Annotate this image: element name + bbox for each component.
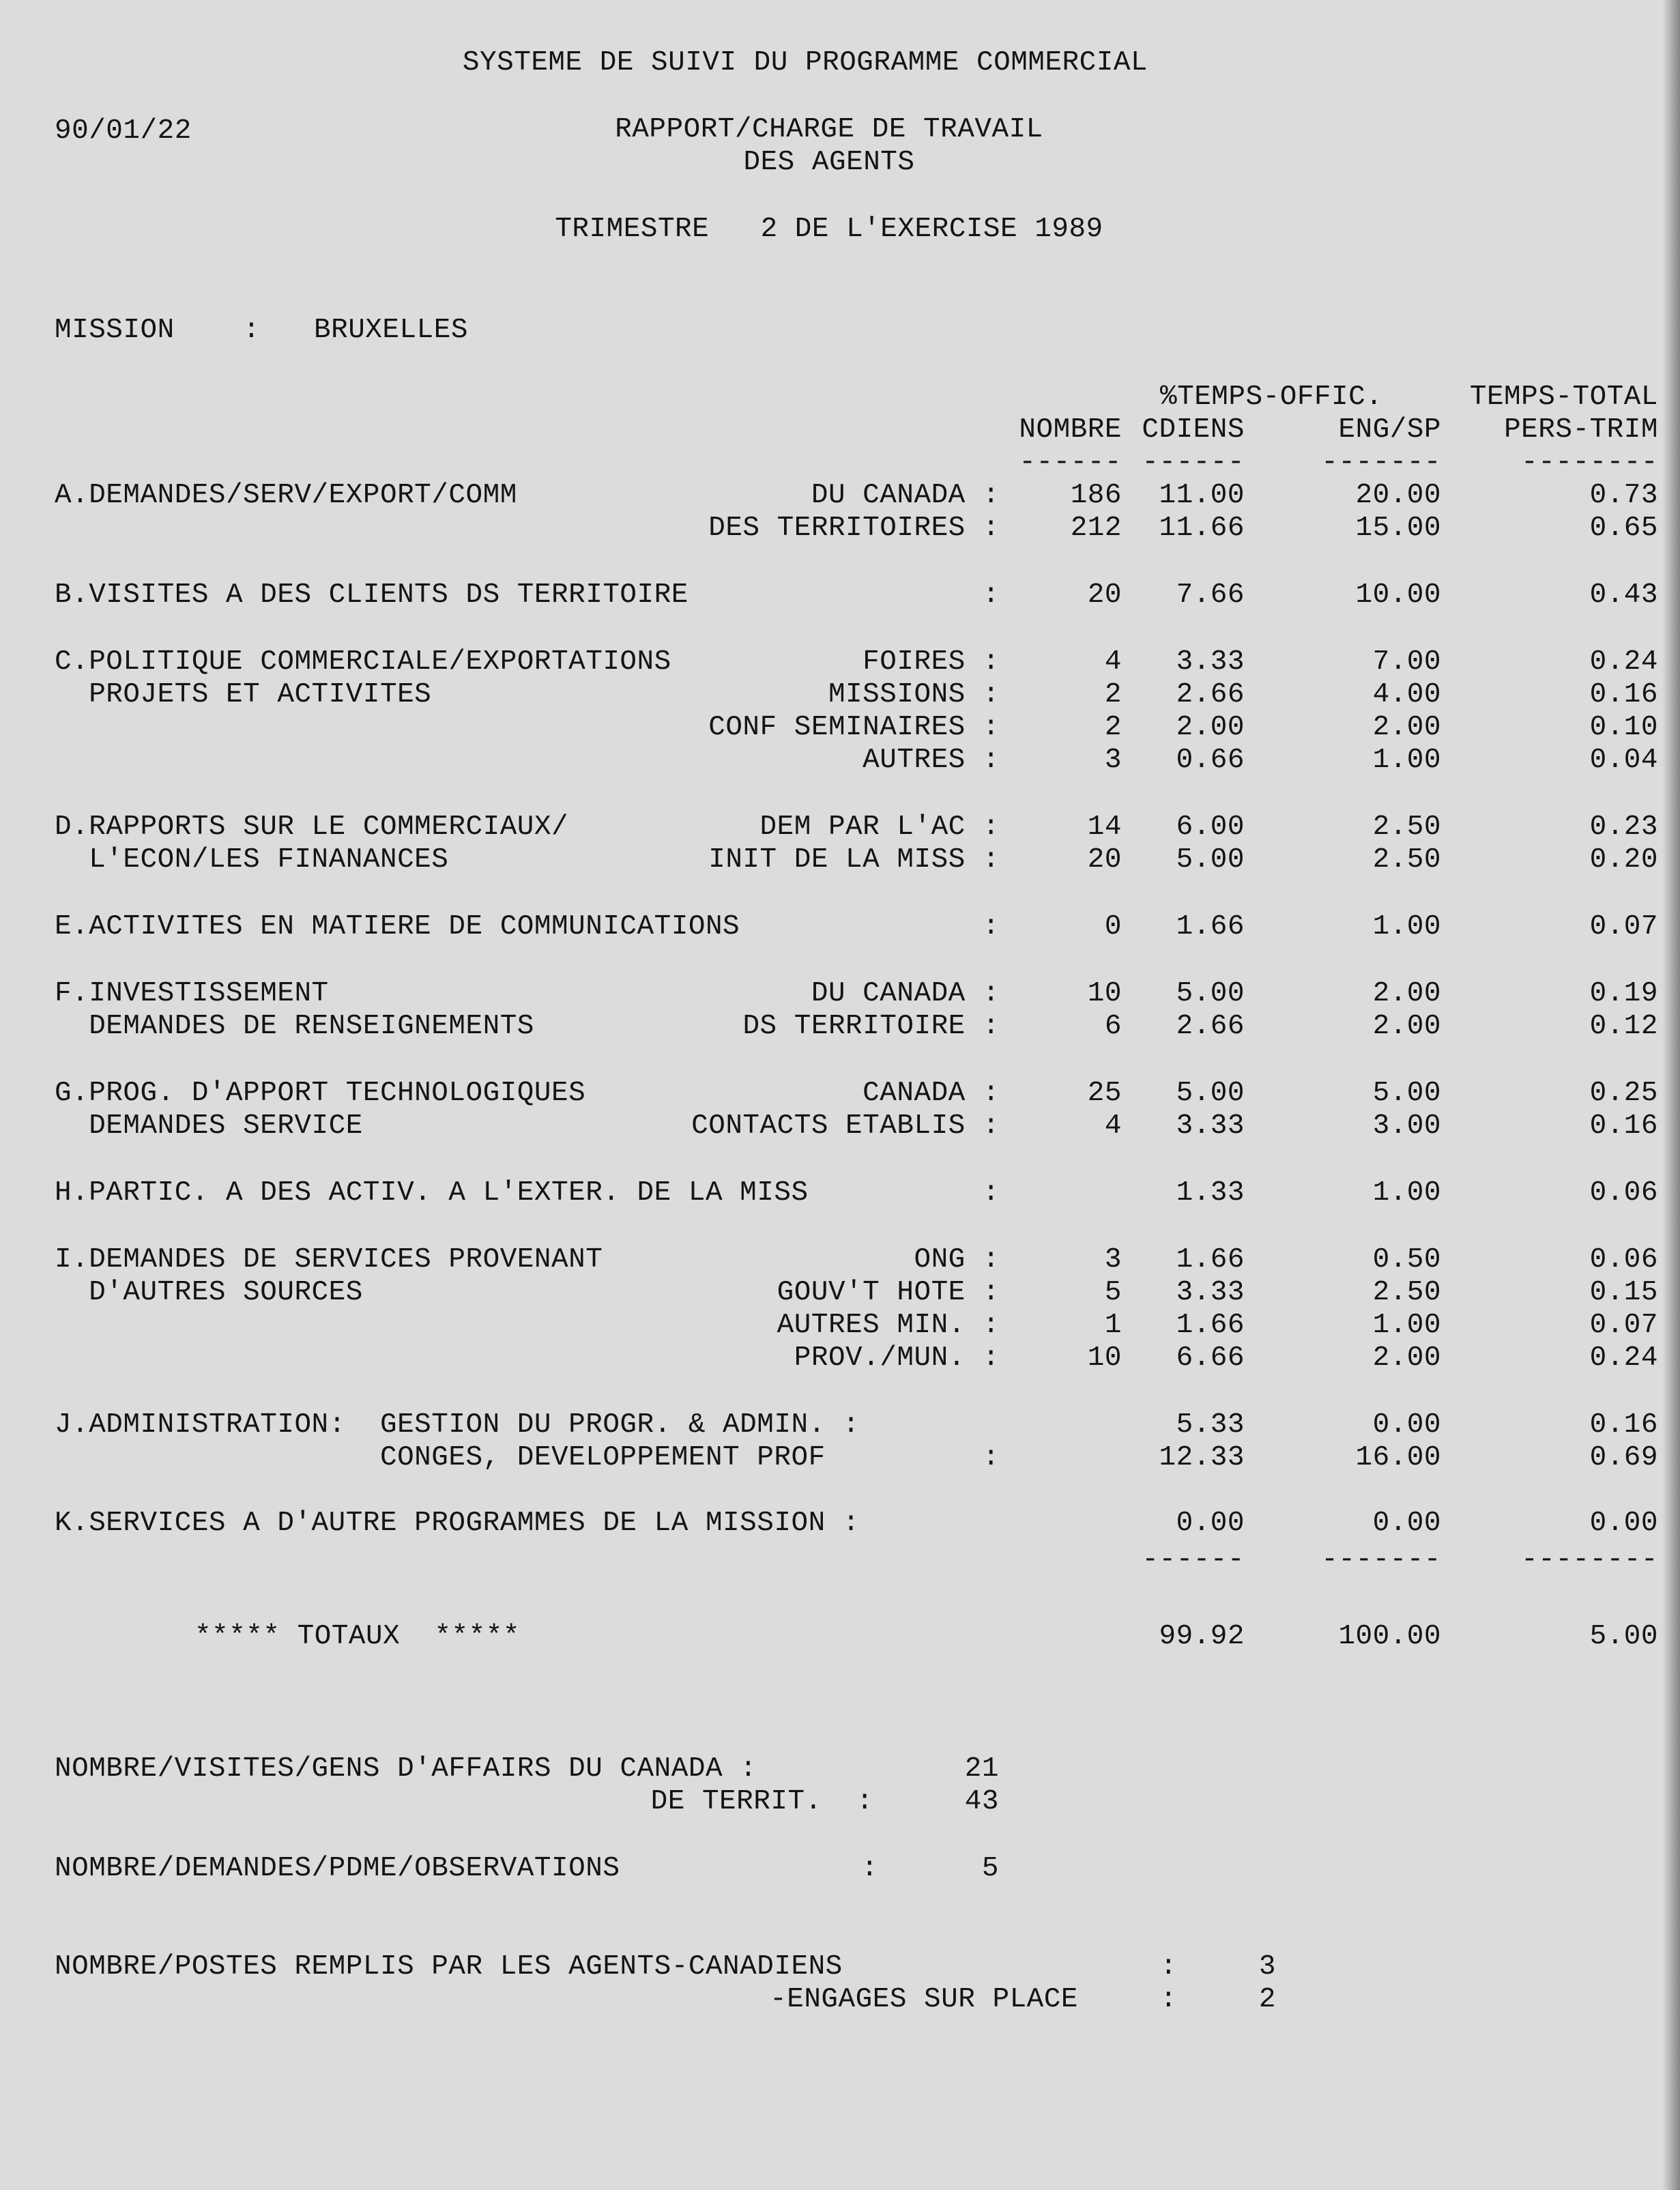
totals-engsp: 100.00 (1338, 1621, 1441, 1652)
row-engsp: 4.00 (1372, 679, 1441, 710)
row-sublabel: AUTRES : (863, 745, 1000, 776)
row-engsp: 3.00 (1372, 1110, 1441, 1142)
row-label: PROJETS ET ACTIVITES (55, 679, 432, 710)
row-perstrim: 0.69 (1589, 1442, 1658, 1473)
postes-engages-value: 2 (1258, 1984, 1276, 2015)
header-dashes: ------ (1019, 447, 1122, 478)
row-perstrim: 0.10 (1589, 712, 1658, 743)
row-cdiens: 1.66 (1176, 1244, 1245, 1276)
report-date: 90/01/22 (55, 115, 192, 147)
row-sublabel: DU CANADA : (811, 978, 1000, 1009)
row-cdiens: 1.66 (1176, 1310, 1245, 1341)
row-sublabel: DU CANADA : (811, 480, 1000, 511)
row-cdiens: 2.66 (1176, 679, 1245, 710)
row-sublabel: INIT DE LA MISS : (708, 844, 1000, 876)
report-title-line2: DES AGENTS (743, 147, 915, 178)
row-nombre: 1 (1104, 1310, 1122, 1341)
row-cdiens: 3.33 (1176, 1110, 1245, 1142)
row-sublabel: CONF SEMINAIRES : (708, 712, 1000, 743)
row-label: G.PROG. D'APPORT TECHNOLOGIQUES (55, 1078, 586, 1109)
row-label: DEMANDES DE RENSEIGNEMENTS (55, 1011, 534, 1042)
row-perstrim: 0.06 (1589, 1244, 1658, 1276)
row-cdiens: 1.33 (1176, 1177, 1245, 1209)
header-dashes: ------- (1321, 447, 1441, 478)
mission-value: BRUXELLES (314, 315, 468, 346)
row-nombre: 4 (1104, 1110, 1122, 1142)
row-sublabel: DEM PAR L'AC : (759, 811, 1000, 843)
row-nombre: 2 (1104, 679, 1122, 710)
totals-perstrim: 5.00 (1589, 1621, 1658, 1652)
row-engsp: 0.50 (1372, 1244, 1441, 1276)
header-perstrim: PERS-TRIM (1504, 414, 1658, 446)
row-nombre: 212 (1070, 513, 1122, 544)
row-label: A.DEMANDES/SERV/EXPORT/COMM (55, 480, 517, 511)
row-perstrim: 0.15 (1589, 1277, 1658, 1308)
row-cdiens: 7.66 (1176, 579, 1245, 611)
row-cdiens: 0.00 (1176, 1508, 1245, 1539)
row-cdiens: 6.66 (1176, 1342, 1245, 1374)
row-sublabel: : (982, 911, 1000, 942)
row-cdiens: 3.33 (1176, 646, 1245, 678)
row-perstrim: 0.04 (1589, 745, 1658, 776)
row-perstrim: 0.07 (1589, 1310, 1658, 1341)
row-perstrim: 0.20 (1589, 844, 1658, 876)
row-sublabel: ONG : (914, 1244, 1000, 1276)
totals-dashes: ------- (1321, 1544, 1441, 1576)
row-nombre: 186 (1070, 480, 1122, 511)
row-engsp: 1.00 (1372, 1177, 1441, 1209)
row-perstrim: 0.73 (1589, 480, 1658, 511)
row-label: F.INVESTISSEMENT (55, 978, 329, 1009)
visites-territ-value: 43 (964, 1786, 999, 1817)
row-perstrim: 0.24 (1589, 1342, 1658, 1374)
row-engsp: 2.50 (1372, 811, 1441, 843)
row-label: D.RAPPORTS SUR LE COMMERCIAUX/ (55, 811, 569, 843)
row-sublabel: GOUV'T HOTE : (777, 1277, 1000, 1308)
header-dashes: -------- (1521, 447, 1658, 478)
row-nombre: 10 (1087, 978, 1122, 1009)
row-cdiens: 0.66 (1176, 745, 1245, 776)
report-title-line1: RAPPORT/CHARGE DE TRAVAIL (615, 114, 1043, 145)
row-sublabel: DS TERRITOIRE : (742, 1011, 1000, 1042)
row-cdiens: 6.00 (1176, 811, 1245, 843)
row-perstrim: 0.16 (1589, 1409, 1658, 1441)
row-perstrim: 0.23 (1589, 811, 1658, 843)
row-label: D'AUTRES SOURCES (55, 1277, 363, 1308)
row-engsp: 1.00 (1372, 1310, 1441, 1341)
territ-label: DE TERRIT. : (650, 1786, 873, 1817)
row-sublabel: : (982, 579, 1000, 611)
totals-dashes: ------ (1142, 1544, 1245, 1576)
postes-label: NOMBRE/POSTES REMPLIS PAR LES AGENTS-CANADIENS (55, 1951, 843, 1983)
row-nombre: 20 (1087, 844, 1122, 876)
row-nombre: 25 (1087, 1078, 1122, 1109)
postes-canadiens-value: 3 (1258, 1951, 1276, 1983)
row-label: C.POLITIQUE COMMERCIALE/EXPORTATIONS (55, 646, 671, 678)
row-cdiens: 1.66 (1176, 911, 1245, 942)
engages-label: -ENGAGES SUR PLACE (770, 1984, 1078, 2015)
row-sublabel: FOIRES : (863, 646, 1000, 678)
header-dashes: ------ (1142, 447, 1245, 478)
pdme-value: 5 (981, 1853, 999, 1884)
row-engsp: 2.50 (1372, 844, 1441, 876)
row-perstrim: 0.24 (1589, 646, 1658, 678)
row-nombre: 14 (1087, 811, 1122, 843)
row-nombre: 20 (1087, 579, 1122, 611)
row-engsp: 2.00 (1372, 1011, 1441, 1042)
row-cdiens: 3.33 (1176, 1277, 1245, 1308)
row-perstrim: 0.07 (1589, 911, 1658, 942)
row-cdiens: 11.66 (1159, 513, 1245, 544)
visites-label: NOMBRE/VISITES/GENS D'AFFAIRS DU CANADA : (55, 1753, 757, 1785)
row-engsp: 1.00 (1372, 745, 1441, 776)
header-engsp: ENG/SP (1338, 414, 1441, 446)
row-cdiens: 2.66 (1176, 1011, 1245, 1042)
row-cdiens: 5.33 (1176, 1409, 1245, 1441)
row-label: J.ADMINISTRATION: GESTION DU PROGR. & ADMIN. : (55, 1409, 860, 1441)
row-sublabel: : (982, 1177, 1000, 1209)
row-sublabel: : (982, 1442, 1000, 1473)
pdme-colon: : (861, 1853, 879, 1884)
header-cdiens: CDIENS (1142, 414, 1245, 446)
row-perstrim: 0.00 (1589, 1508, 1658, 1539)
row-nombre: 4 (1104, 646, 1122, 678)
row-engsp: 1.00 (1372, 911, 1441, 942)
totals-label: ***** TOTAUX ***** (194, 1621, 520, 1652)
row-engsp: 10.00 (1355, 579, 1441, 611)
row-cdiens: 2.00 (1176, 712, 1245, 743)
row-label: H.PARTIC. A DES ACTIV. A L'EXTER. DE LA MISS (55, 1177, 809, 1209)
row-perstrim: 0.12 (1589, 1011, 1658, 1042)
header-temps-offic: %TEMPS-OFFIC. (1160, 381, 1383, 413)
row-engsp: 2.00 (1372, 1342, 1441, 1374)
system-title: SYSTEME DE SUIVI DU PROGRAMME COMMERCIAL (462, 47, 1148, 78)
row-sublabel: MISSIONS : (828, 679, 1000, 710)
row-perstrim: 0.65 (1589, 513, 1658, 544)
row-cdiens: 12.33 (1159, 1442, 1245, 1473)
row-nombre: 0 (1104, 911, 1122, 942)
row-nombre: 6 (1104, 1011, 1122, 1042)
row-perstrim: 0.16 (1589, 1110, 1658, 1142)
row-sublabel: AUTRES MIN. : (777, 1310, 1000, 1341)
postes-colon: : (1160, 1951, 1178, 1983)
row-nombre: 3 (1104, 745, 1122, 776)
row-cdiens: 11.00 (1159, 480, 1245, 511)
row-sublabel: PROV./MUN. : (794, 1342, 1000, 1374)
row-nombre: 10 (1087, 1342, 1122, 1374)
totals-cdiens: 99.92 (1159, 1621, 1245, 1652)
row-label: I.DEMANDES DE SERVICES PROVENANT (55, 1244, 603, 1276)
row-engsp: 2.50 (1372, 1277, 1441, 1308)
row-engsp: 0.00 (1372, 1508, 1441, 1539)
row-engsp: 7.00 (1372, 646, 1441, 678)
row-label: L'ECON/LES FINANANCES (55, 844, 449, 876)
row-nombre: 5 (1104, 1277, 1122, 1308)
pdme-label: NOMBRE/DEMANDES/PDME/OBSERVATIONS (55, 1853, 620, 1884)
row-cdiens: 5.00 (1176, 1078, 1245, 1109)
row-perstrim: 0.06 (1589, 1177, 1658, 1209)
visites-canada-value: 21 (964, 1753, 999, 1785)
row-cdiens: 5.00 (1176, 978, 1245, 1009)
header-nombre: NOMBRE (1019, 414, 1122, 446)
row-engsp: 2.00 (1372, 978, 1441, 1009)
row-sublabel: DES TERRITOIRES : (708, 513, 1000, 544)
header-temps-total: TEMPS-TOTAL (1469, 381, 1658, 413)
row-label: K.SERVICES A D'AUTRE PROGRAMMES DE LA MISSION : (55, 1508, 860, 1539)
row-engsp: 15.00 (1355, 513, 1441, 544)
row-perstrim: 0.16 (1589, 679, 1658, 710)
row-perstrim: 0.25 (1589, 1078, 1658, 1109)
row-perstrim: 0.43 (1589, 579, 1658, 611)
row-label: E.ACTIVITES EN MATIERE DE COMMUNICATIONS (55, 911, 740, 942)
row-sublabel: CONTACTS ETABLIS : (691, 1110, 1000, 1142)
row-sublabel: CANADA : (863, 1078, 1000, 1109)
row-label: DEMANDES SERVICE (55, 1110, 363, 1142)
row-cdiens: 5.00 (1176, 844, 1245, 876)
row-engsp: 5.00 (1372, 1078, 1441, 1109)
row-nombre: 2 (1104, 712, 1122, 743)
row-engsp: 16.00 (1355, 1442, 1441, 1473)
row-engsp: 2.00 (1372, 712, 1441, 743)
row-perstrim: 0.19 (1589, 978, 1658, 1009)
quarter-line: TRIMESTRE 2 DE L'EXERCISE 1989 (555, 214, 1103, 245)
postes-colon: : (1160, 1984, 1178, 2015)
row-label: CONGES, DEVELOPPEMENT PROF (55, 1442, 826, 1473)
row-engsp: 0.00 (1372, 1409, 1441, 1441)
row-engsp: 20.00 (1355, 480, 1441, 511)
scan-edge-shadow (1662, 0, 1680, 2190)
row-nombre: 3 (1104, 1244, 1122, 1276)
totals-dashes: -------- (1521, 1544, 1658, 1576)
row-label: B.VISITES A DES CLIENTS DS TERRITOIRE (55, 579, 689, 611)
mission-label: MISSION : (55, 315, 261, 346)
